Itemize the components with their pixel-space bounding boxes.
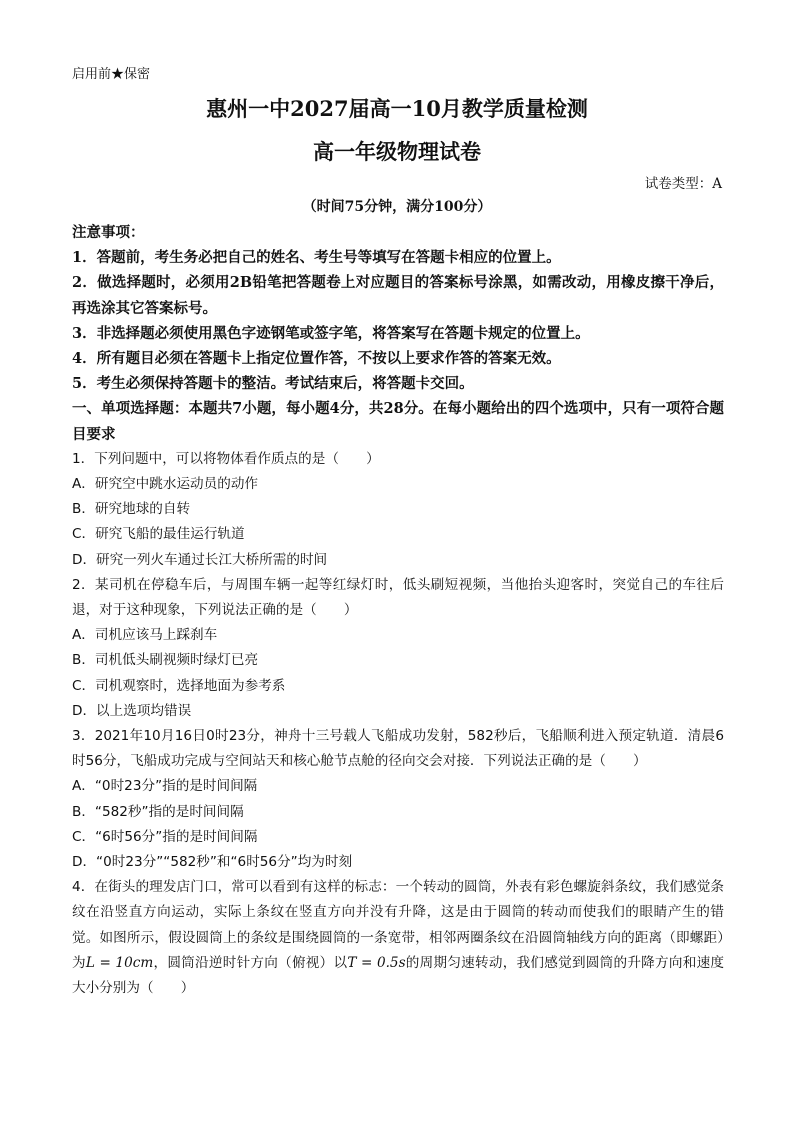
question-option: D．“0时23分”“582秒”和“6时56分”均为时刻 xyxy=(72,854,353,871)
question-stem: 3．2021年10月16日0时23分，神舟十三号载人飞船成功发射，582秒后，飞船顺利进入预定轨道．清晨6时56分，飞船成功完成与空间站天和核心舱节点舱的径向交会对接．下列说法正确的是（ ） xyxy=(72,728,724,770)
question-option: B．研究地球的自转 xyxy=(72,501,191,518)
question-option: D．研究一列火车通过长江大桥所需的时间 xyxy=(72,551,328,568)
question-option: A．研究空中跳水运动员的动作 xyxy=(72,476,259,493)
question-option: B．司机低头刷视频时绿灯已亮 xyxy=(72,652,259,669)
time-info: （时间75分钟，满分100分） xyxy=(302,199,492,215)
stem-part: 4．在街头的理发店门口，常可以看到有这样的标志：一个转动的圆筒，外表有彩色螺旋斜条纹，我们感觉条纹在沿竖直方向运动，实际上条纹在竖直方向并没有升降，这是由于圆筒的转动而使我们的眼睛产生的错觉。如图所示，假设圆筒上的条纹是围绕圆筒的一条宽带，相邻两圈条纹在沿圆筒轴线方向的距离（即螺距）为 xyxy=(72,879,724,971)
note-item: 5．考生必须保持答题卡的整洁。考试结束后，将答题卡交回。 xyxy=(72,375,474,393)
question-option: B．“582秒”指的是时间间隔 xyxy=(72,803,244,820)
stem-part: ，圆筒沿逆时针方向（俯视）以 xyxy=(153,954,348,971)
math-expression: T = 0.5s xyxy=(347,954,406,971)
notes-heading: 注意事项： xyxy=(72,224,145,241)
note-item: 4．所有题目必须在答题卡上指定位置作答，不按以上要求作答的答案无效。 xyxy=(72,350,561,368)
question-option: D．以上选项均错误 xyxy=(72,702,192,719)
exam-type: 试卷类型：A xyxy=(644,176,722,192)
note-item: 3．非选择题必须使用黑色字迹钢笔或签字笔，将答案写在答题卡规定的位置上。 xyxy=(72,324,590,342)
stem-part: 的周期匀速转动，我们感觉到圆筒的升降方向和速度大小分别为（ ） xyxy=(72,954,725,997)
exam-body xyxy=(72,220,724,1001)
question-stem xyxy=(72,875,724,1001)
note-item: 2．做选择题时，必须用2B铅笔把答题卷上对应题目的答案标号涂黑，如需改动，用橡皮擦干净后，再选涂其它答案标号。 xyxy=(72,274,724,317)
question-option: A．“0时23分”指的是时间间隔 xyxy=(72,778,258,795)
math-expression: L = 10cm xyxy=(85,954,154,971)
question-option: C．“6时56分”指的是时间间隔 xyxy=(72,828,258,845)
note-item: 1．答题前，考生务必把自己的姓名、考生号等填写在答题卡相应的位置上。 xyxy=(72,249,561,267)
question-stem: 1．下列问题中，可以将物体看作质点的是（ ） xyxy=(72,450,380,467)
secret-label: 启用前★保密 xyxy=(72,67,151,82)
question-option: C．司机观察时，选择地面为参考系 xyxy=(72,677,286,694)
question-option: C．研究飞船的最佳运行轨道 xyxy=(72,526,245,543)
section-heading: 一、单项选择题：本题共7小题，每小题4分，共28分。在每小题给出的四个选项中，只有一项符合题目要求 xyxy=(72,400,724,443)
question-stem: 2．某司机在停稳车后，与周围车辆一起等红绿灯时，低头刷短视频，当他抬头迎客时，突觉自己的车往后退，对于这种现象，下列说法正确的是（ ） xyxy=(72,576,724,619)
exam-subtitle: 高一年级物理试卷 xyxy=(313,139,481,164)
exam-title: 惠州一中2027届高一10月教学质量检测 xyxy=(206,96,588,121)
question-option: A．司机应该马上踩刹车 xyxy=(72,627,218,644)
